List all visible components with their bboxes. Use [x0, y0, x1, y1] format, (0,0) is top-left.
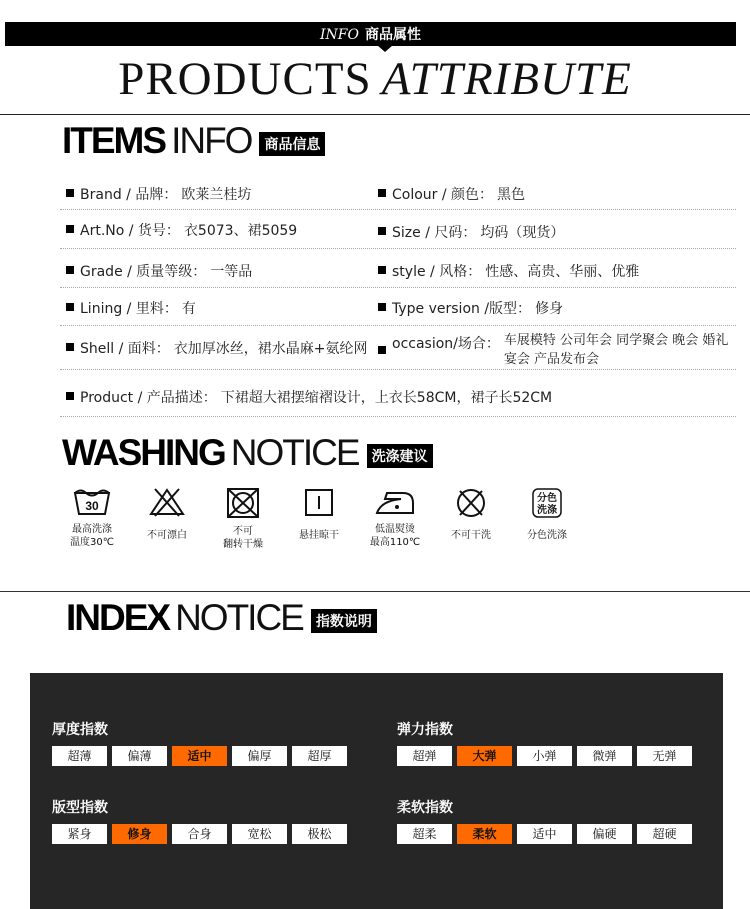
divider-index [0, 591, 750, 592]
banner-notch [377, 45, 393, 52]
index-options [397, 746, 692, 766]
index-option: 紧身 [52, 824, 107, 844]
index-option-selected: 修身 [112, 824, 167, 844]
divider-top [0, 114, 750, 115]
attr-value: 衣加厚冰丝，裙水晶麻+氨纶网 [173, 341, 368, 357]
wash-item-temp [57, 487, 127, 549]
index-option: 超柔 [397, 824, 452, 844]
index-option: 无弹 [637, 746, 692, 766]
page-title-main: PRODUCTS [118, 53, 372, 105]
bullet-icon [66, 343, 74, 351]
row-divider [60, 287, 736, 288]
wash-caption-line2: 翻转干燥 [223, 539, 263, 550]
wash-caption-line1: 低温熨烫 [375, 524, 415, 535]
bullet-icon [378, 266, 386, 274]
bullet-icon [66, 189, 74, 197]
attr-lining [66, 298, 196, 318]
wash-caption [208, 525, 278, 551]
index-options [52, 746, 347, 766]
attr-label: Shell / 面料： [80, 341, 170, 357]
attr-value: 修身 [535, 301, 564, 317]
items-info-heading [62, 120, 325, 162]
attr-size [378, 222, 564, 242]
wash-item-separate [512, 487, 582, 542]
attr-value: 均码（现货） [480, 225, 565, 241]
banner-label [5, 24, 736, 44]
attr-style [378, 261, 639, 281]
index-option: 合身 [172, 824, 227, 844]
wash-item-iron [360, 487, 430, 549]
bullet-icon [378, 303, 386, 311]
no-dry-clean-icon [451, 487, 491, 519]
wash-caption [132, 529, 202, 542]
index-heading-bold: INDEX [66, 597, 170, 638]
attr-value: 性感、高贵、华丽、优雅 [485, 264, 640, 280]
index-option: 超薄 [52, 746, 107, 766]
separate-symbol-bottom: 洗涤 [537, 505, 557, 516]
attr-shell [66, 338, 368, 358]
page-title-italic: ATTRIBUTE [381, 53, 632, 105]
wash-temp-symbol: 30 [85, 499, 99, 513]
row-divider [60, 416, 736, 417]
items-heading-thin: INFO [171, 120, 252, 161]
attr-label: Lining / 里料： [80, 301, 178, 317]
wash-caption [360, 523, 430, 549]
attr-colour [378, 184, 525, 204]
index-option-selected: 大弹 [457, 746, 512, 766]
washing-heading-tag: 洗涤建议 [367, 444, 433, 468]
attr-occasion [378, 333, 736, 369]
index-heading-tag: 指数说明 [311, 609, 377, 633]
items-heading-bold: ITEMS [62, 120, 166, 161]
index-group-elasticity [397, 719, 692, 766]
separate-symbol-top: 分色 [537, 493, 557, 504]
washing-heading-bold: WASHING [62, 432, 225, 473]
index-options [397, 824, 692, 844]
index-option-selected: 适中 [172, 746, 227, 766]
index-group-thickness [52, 719, 347, 766]
attr-label: Art.No / 货号： [80, 223, 180, 239]
attr-type-version [378, 298, 563, 318]
bullet-icon [66, 225, 74, 233]
attr-value: 下裙超大裙摆缩褶设计，上衣长58CM，裙子长52CM [220, 390, 553, 406]
attr-label: Size / 尺码： [392, 225, 477, 241]
items-heading-tag: 商品信息 [259, 132, 325, 156]
attr-value: 有 [181, 301, 196, 317]
index-group-title: 版型指数 [52, 800, 108, 816]
index-option: 微弹 [577, 746, 632, 766]
attr-label: Type version /版型： [392, 301, 532, 317]
row-divider [60, 209, 736, 210]
attr-art-no [66, 220, 297, 240]
index-option: 超厚 [292, 746, 347, 766]
washing-notice-heading [62, 432, 433, 474]
row-divider [60, 248, 736, 249]
bullet-icon [66, 303, 74, 311]
attr-value: 黑色 [497, 187, 526, 203]
attr-value: 欧莱兰桂坊 [181, 187, 252, 203]
attr-brand [66, 184, 251, 204]
attr-product [66, 387, 552, 407]
bullet-icon [378, 346, 386, 354]
index-group-title: 弹力指数 [397, 722, 453, 738]
wash-item-bleach [132, 487, 202, 542]
attr-value: 一等品 [210, 264, 253, 280]
attr-label: style / 风格： [392, 264, 482, 280]
index-option: 超弹 [397, 746, 452, 766]
index-option: 小弹 [517, 746, 572, 766]
banner-label-cn: 商品属性 [364, 27, 421, 43]
no-bleach-icon [147, 487, 187, 517]
attr-label: Brand / 品牌： [80, 187, 178, 203]
index-option: 适中 [517, 824, 572, 844]
hang-dry-icon [299, 487, 339, 517]
wash-item-tumble [208, 487, 278, 551]
wash-caption-line2: 最高110℃ [369, 537, 421, 548]
low-iron-icon [373, 487, 417, 517]
wash-caption [436, 529, 506, 542]
index-group-softness [397, 797, 692, 844]
index-option: 偏厚 [232, 746, 287, 766]
index-option: 极松 [292, 824, 347, 844]
attr-value: 衣5073、裙5059 [183, 223, 298, 239]
index-group-fit [52, 797, 347, 844]
index-heading-thin: NOTICE [175, 597, 303, 638]
top-banner [5, 22, 736, 46]
page-title [0, 52, 750, 106]
attr-label: Product / 产品描述： [80, 390, 217, 406]
no-tumble-dry-icon [223, 487, 263, 519]
wash-caption-line1: 不可干洗 [451, 530, 491, 541]
attr-value: 车展模特 公司年会 同学聚会 晚会 婚礼宴会 产品发布会 [503, 333, 729, 367]
row-divider [60, 325, 736, 326]
wash-caption-line1: 不可漂白 [147, 530, 187, 541]
bullet-icon [66, 392, 74, 400]
index-option: 偏薄 [112, 746, 167, 766]
attr-label: occasion/场合： [392, 336, 500, 352]
washing-heading-thin: NOTICE [230, 432, 359, 473]
separate-wash-icon [527, 487, 567, 519]
wash-caption [57, 523, 127, 549]
wash-caption-line1: 悬挂晾干 [299, 530, 339, 541]
index-panel [30, 673, 723, 909]
attr-label: Colour / 颜色： [392, 187, 494, 203]
attr-grade [66, 261, 252, 281]
index-option: 超硬 [637, 824, 692, 844]
banner-label-en: INFO [320, 27, 359, 43]
index-option: 偏硬 [577, 824, 632, 844]
attr-label: Grade / 质量等级： [80, 264, 207, 280]
wash-caption-line1: 分色洗涤 [527, 530, 567, 541]
index-option: 宽松 [232, 824, 287, 844]
bullet-icon [378, 227, 386, 235]
wash-caption [512, 529, 582, 542]
wash-caption-line2: 温度30℃ [70, 537, 114, 548]
wash-item-dryclean [436, 487, 506, 542]
index-group-title: 厚度指数 [52, 722, 108, 738]
index-notice-heading [66, 597, 377, 639]
bullet-icon [66, 266, 74, 274]
wash-30-icon [72, 487, 112, 517]
index-group-title: 柔软指数 [397, 800, 453, 816]
wash-caption-line1: 不可 [233, 526, 253, 537]
index-option-selected: 柔软 [457, 824, 512, 844]
wash-caption-line1: 最高洗涤 [72, 524, 112, 535]
wash-caption [284, 529, 354, 542]
wash-item-hang [284, 487, 354, 542]
row-divider [60, 369, 736, 370]
bullet-icon [378, 189, 386, 197]
index-options [52, 824, 347, 844]
